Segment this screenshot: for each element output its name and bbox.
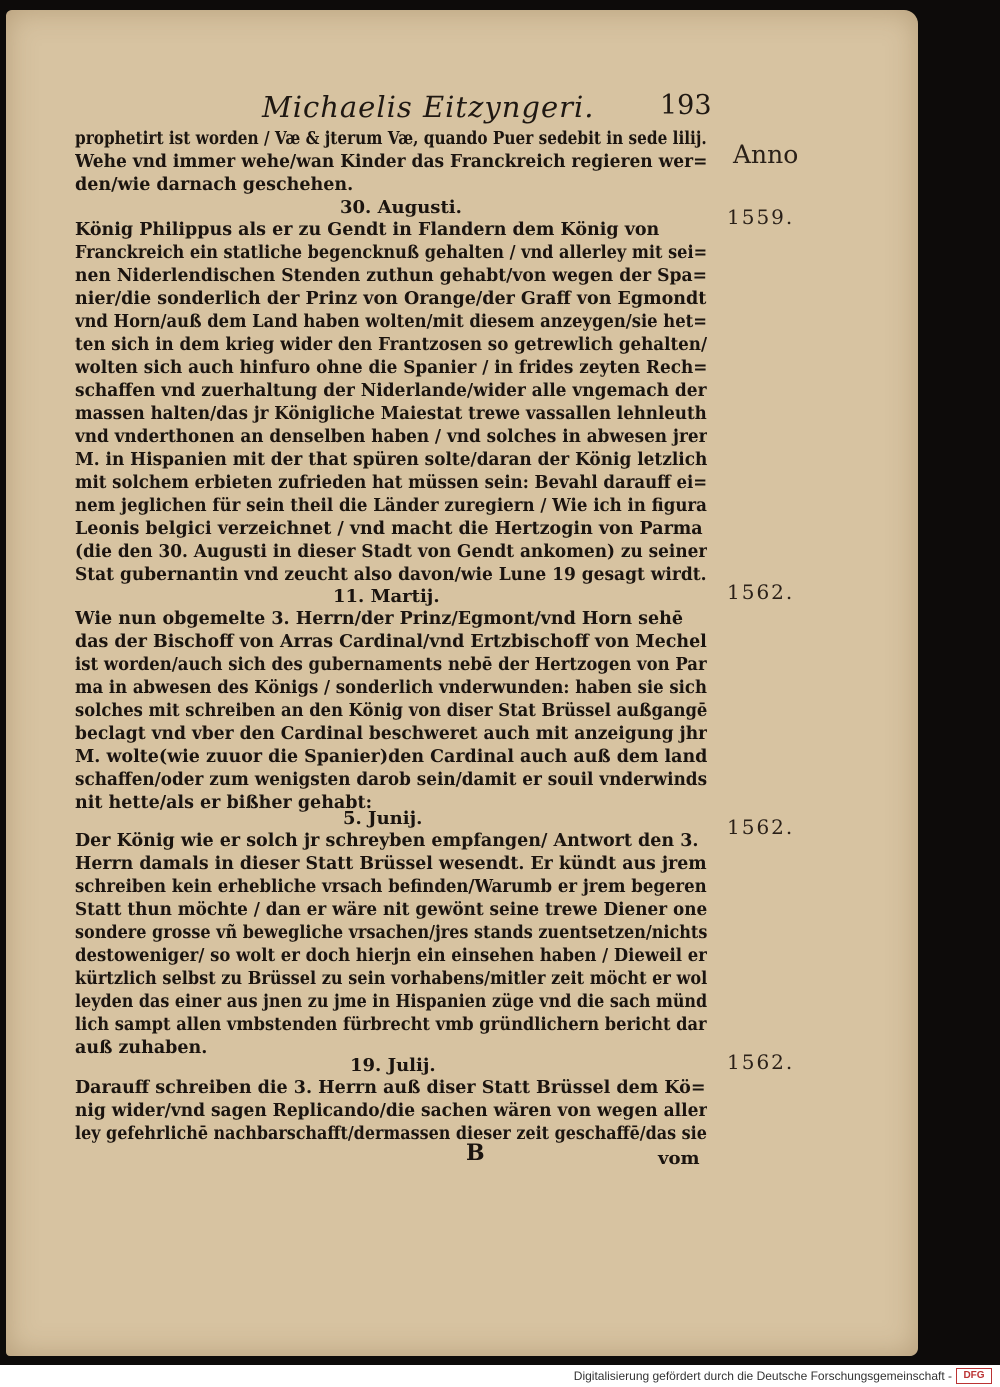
text-line: nen Niderlendischen Stenden zuthun gehabt/von wegen der Spa= — [75, 266, 707, 286]
text-line: sondere grosse vñ bewegliche vrsachen/jres stands zuentsetzen/nichts — [75, 923, 707, 943]
text-line: M. in Hispanien mit der that spüren solte/daran der König letzlich — [75, 450, 707, 470]
footer-bar — [0, 1365, 1000, 1387]
text-line: Wie nun obgemelte 3. Herrn/der Prinz/Egmont/vnd Horn sehē — [75, 609, 683, 629]
text-line: beclagt vnd vber den Cardinal beschweret auch mit anzeigung jhr — [75, 724, 707, 744]
text-line: nig wider/vnd sagen Replicando/die sachen wären von wegen aller — [75, 1101, 707, 1121]
text-line: kürtzlich selbst zu Brüssel zu sein vorhabens/mitler zeit möcht er wol — [75, 969, 707, 989]
text-line: lich sampt allen vmbstenden fürbrecht vmb gründlichern bericht dar — [75, 1015, 707, 1035]
text-line: Statt thun möchte / dan er wäre nit gewönt seine trewe Diener one — [75, 900, 707, 920]
text-line: prophetirt ist worden / Væ & jterum Væ, quando Puer sedebit in sede lilij. — [75, 129, 707, 149]
margin-year: 1562. — [727, 815, 795, 839]
text-line: destoweniger/ so wolt er doch hierjn ein einsehen haben / Dieweil er — [75, 946, 707, 966]
date-heading: 11. Martij. — [333, 586, 440, 607]
margin-label-anno: Anno — [733, 140, 799, 169]
text-line: Wehe vnd immer wehe/wan Kinder das Franckreich regieren wer= — [75, 152, 707, 172]
text-line: schaffen vnd zuerhaltung der Niderlande/wider alle vngemach der — [75, 381, 707, 401]
text-line: Darauff schreiben die 3. Herrn auß diser Statt Brüssel dem Kö= — [75, 1078, 706, 1098]
text-line: vnd Horn/auß dem Land haben wolten/mit diesem anzeygen/sie het= — [75, 312, 707, 332]
text-line: ma in abwesen des Königs / sonderlich vnderwunden: haben sie sich — [75, 678, 707, 698]
text-line: den/wie darnach geschehen. — [75, 175, 354, 195]
running-head: Michaelis Eitzyngeri. — [262, 90, 595, 124]
margin-year: 1562. — [727, 1050, 795, 1074]
text-line: Leonis belgici verzeichnet / vnd macht die Hertzogin von Parma — [75, 519, 703, 539]
text-line: massen halten/das jr Königliche Maiestat trewe vassallen lehnleuth — [75, 404, 707, 424]
text-line: M. wolte(wie zuuor die Spanier)den Cardinal auch auß dem land — [75, 747, 707, 767]
text-line: ist worden/auch sich des gubernaments nebē der Hertzogen von Par — [75, 655, 707, 675]
signature-mark: B — [466, 1140, 485, 1166]
text-line: solches mit schreiben an den König von diser Stat Brüssel außgangē — [75, 701, 707, 721]
text-line: König Philippus als er zu Gendt in Flandern dem König von — [75, 220, 660, 240]
text-line: Stat gubernantin vnd zeucht also davon/wie Lune 19 gesagt wirdt. — [75, 565, 707, 585]
text-line: nier/die sonderlich der Prinz von Orange/der Graff von Egmondt — [75, 289, 707, 309]
text-line: ley gefehrlichē nachbarschafft/dermassen dieser zeit geschaffē/das sie — [75, 1124, 707, 1144]
date-heading: 5. Junij. — [343, 808, 423, 829]
date-heading: 19. Julij. — [350, 1055, 436, 1076]
text-line: ten sich in dem krieg wider den Frantzosen so getrewlich gehalten/ — [75, 335, 707, 355]
catchword: vom — [658, 1148, 700, 1169]
text-line: mit solchem erbieten zufrieden hat müssen sein: Bevahl darauff ei= — [75, 473, 707, 493]
page-number: 193 — [660, 90, 712, 121]
margin-year: 1559. — [727, 205, 795, 229]
text-line: schaffen/oder zum wenigsten darob sein/damit er souil vnderwinds — [75, 770, 707, 790]
text-line: Franckreich ein statliche begencknuß gehalten / vnd allerley mit sei= — [75, 243, 707, 263]
margin-year: 1562. — [727, 580, 795, 604]
text-line: auß zuhaben. — [75, 1038, 208, 1058]
text-line: (die den 30. Augusti in dieser Stadt von Gendt ankomen) zu seiner — [75, 542, 707, 562]
text-line: vnd vnderthonen an denselben haben / vnd solches in abwesen jrer — [75, 427, 707, 447]
funding-notice: Digitalisierung gefördert durch die Deutsche Forschungsgemeinschaft - — [573, 1369, 952, 1383]
text-line: nem jeglichen für sein theil die Länder zuregiern / Wie ich in figura — [75, 496, 707, 516]
text-line: Herrn damals in dieser Statt Brüssel wesendt. Er kündt aus jrem — [75, 854, 707, 874]
text-line: das der Bischoff von Arras Cardinal/vnd Ertzbischoff von Mechel — [75, 632, 707, 652]
text-line: leyden das einer aus jnen zu jme in Hispanien züge vnd die sach münd — [75, 992, 707, 1012]
date-heading: 30. Augusti. — [340, 197, 462, 218]
dfg-logo: DFG — [956, 1368, 992, 1384]
text-line: nit hette/als er bißher gehabt: — [75, 793, 373, 813]
text-line: wolten sich auch hinfuro ohne die Spanier / in frides zeyten Rech= — [75, 358, 707, 378]
text-line: Der König wie er solch jr schreyben empfangen/ Antwort den 3. — [75, 831, 699, 851]
text-line: schreiben kein erhebliche vrsach befinden/Warumb er jrem begeren — [75, 877, 707, 897]
